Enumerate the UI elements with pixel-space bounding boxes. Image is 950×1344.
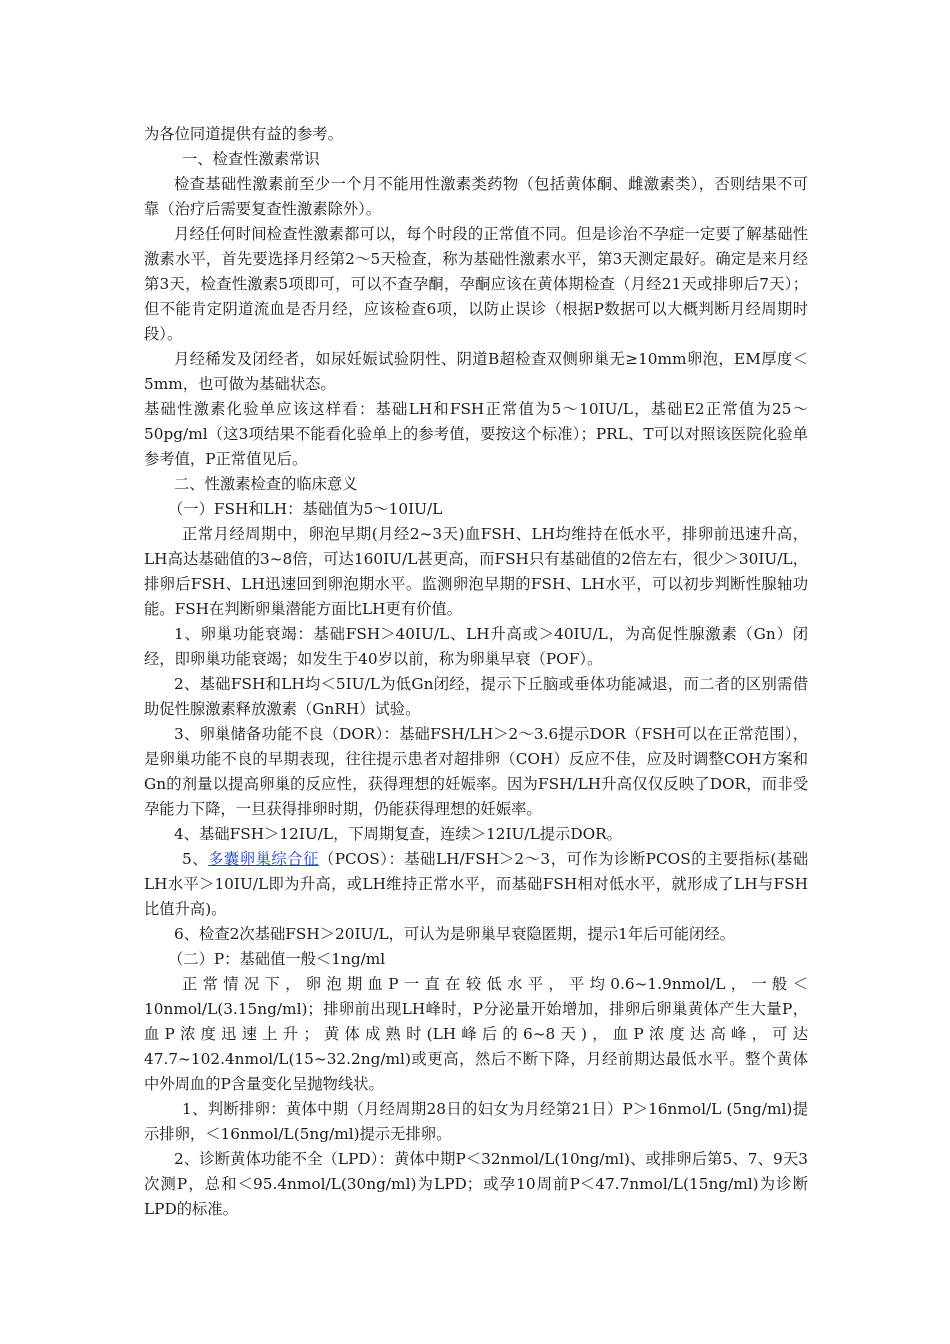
paragraph-timing: 月经任何时间检查性激素都可以，每个时段的正常值不同。但是诊治不孕症一定要了解基础性激素水平，首先要选择月经第2～5天检查，称为基础性激素水平，第3天测定最好。确定是来月经第3天，检查性激素5项即可，可以不查孕酮，孕酮应该在黄体期检查（月经21天或排卵后7天）；但不能肯定阴道流血是否月经，应该检查6项，以防止误诊（根据P数据可以大概判断月经周期时段）。 (144, 225, 808, 343)
subsection-heading-p: （二）P：基础值一般＜1ng/ml (168, 950, 386, 968)
document-page (144, 122, 808, 1222)
subsection-heading-fsh-lh: （一）FSH和LH：基础值为5～10IU/L (168, 500, 443, 518)
section-heading-2: 二、性激素检查的临床意义 (174, 475, 358, 493)
intro-paragraph: 为各位同道提供有益的参考。 (144, 125, 343, 143)
item-dor: 3、卵巢储备功能不良（DOR）：基础FSH/LH＞2～3.6提示DOR（FSH可以在正常范围），是卵巢功能不良的早期表现，往往提示患者对超排卵（COH）反应不佳，应及时调整COH方案和Gn的剂量以提高卵巢的反应性，获得理想的妊娠率。因为FSH/LH升高仅仅反映了DOR，而非受孕能力下降，一旦获得排卵时期，仍能获得理想的妊娠率。 (144, 725, 808, 818)
item-pcos-number: 5、 (182, 850, 209, 868)
item-pcos (144, 847, 808, 922)
pcos-link[interactable]: 多囊卵巢综合征 (208, 850, 319, 868)
item-ovulation: 1、判断排卵：黄体中期（月经周期28日的妇女为月经第21日）P＞16nmol/L (5ng/ml)提示排卵，＜16nmol/L(5ng/ml)提示无排卵。 (144, 1100, 808, 1143)
item-fsh-20: 6、检查2次基础FSH＞20IU/L，可认为是卵巢早衰隐匿期，提示1年后可能闭经。 (174, 925, 735, 943)
item-lpd: 2、诊断黄体功能不全（LPD）：黄体中期P＜32nmol/L(10ng/ml)、或排卵后第5、7、9天3次测P，总和＜95.4nmol/L(30ng/ml)为LPD；或孕10周前P＜47.7nmol/L(15ng/ml)为诊断LPD的标准。 (144, 1150, 808, 1218)
paragraph-fsh-lh-cycle: 正常月经周期中，卵泡早期(月经2~3天)血FSH、LH均维持在低水平，排卵前迅速升高，LH高达基础值的3~8倍，可达160IU/L甚更高，而FSH只有基础值的2倍左右，很少＞30IU/L，排卵后FSH、LH迅速回到卵泡期水平。监测卵泡早期的FSH、LH水平，可以初步判断性腺轴功能。FSH在判断卵巢潜能方面比LH更有价值。 (144, 525, 808, 618)
item-pcos-text: （PCOS）：基础LH/FSH＞2～3，可作为诊断PCOS的主要指标(基础LH水平＞10IU/L即为升高，或LH维持正常水平，而基础FSH相对低水平，就形成了LH与FSH比值升高)。 (144, 850, 808, 918)
section-heading-1: 一、检查性激素常识 (182, 150, 320, 168)
paragraph-amenorrhea: 月经稀发及闭经者，如尿妊娠试验阴性、阴道B超检查双侧卵巢无≥10mm卵泡，EM厚度＜5mm，也可做为基础状态。 (144, 350, 808, 393)
paragraph-reading-report: 基础性激素化验单应该这样看：基础LH和FSH正常值为5～10IU/L，基础E2正常值为25～50pg/ml（这3项结果不能看化验单上的参考值，要按这个标准）；PRL、T可以对照该医院化验单参考值，P正常值见后。 (144, 400, 808, 468)
item-ovarian-failure: 1、卵巢功能衰竭：基础FSH＞40IU/L、LH升高或＞40IU/L，为高促性腺激素（Gn）闭经，即卵巢功能衰竭；如发生于40岁以前，称为卵巢早衰（POF）。 (144, 625, 808, 668)
item-low-gn: 2、基础FSH和LH均＜5IU/L为低Gn闭经，提示下丘脑或垂体功能减退，而二者的区别需借助促性腺激素释放激素（GnRH）试验。 (144, 675, 808, 718)
item-fsh-12: 4、基础FSH＞12IU/L，下周期复查，连续＞12IU/L提示DOR。 (174, 825, 622, 843)
paragraph-p-cycle: 正常情况下，卵泡期血P一直在较低水平，平均0.6~1.9nmol/L，一般＜10nmol/L(3.15ng/ml)；排卵前出现LH峰时，P分泌量开始增加，排卵后卵巢黄体产生大量P，血P浓度迅速上升；黄体成熟时(LH峰后的6~8天)，血P浓度达高峰，可达47.7~102.4nmol/L(15~32.2ng/ml)或更高，然后不断下降，月经前期达最低水平。整个黄体中外周血的P含量变化呈抛物线状。 (144, 975, 808, 1093)
paragraph-pre-test: 检查基础性激素前至少一个月不能用性激素类药物（包括黄体酮、雌激素类），否则结果不可靠（治疗后需要复查性激素除外）。 (144, 175, 808, 218)
